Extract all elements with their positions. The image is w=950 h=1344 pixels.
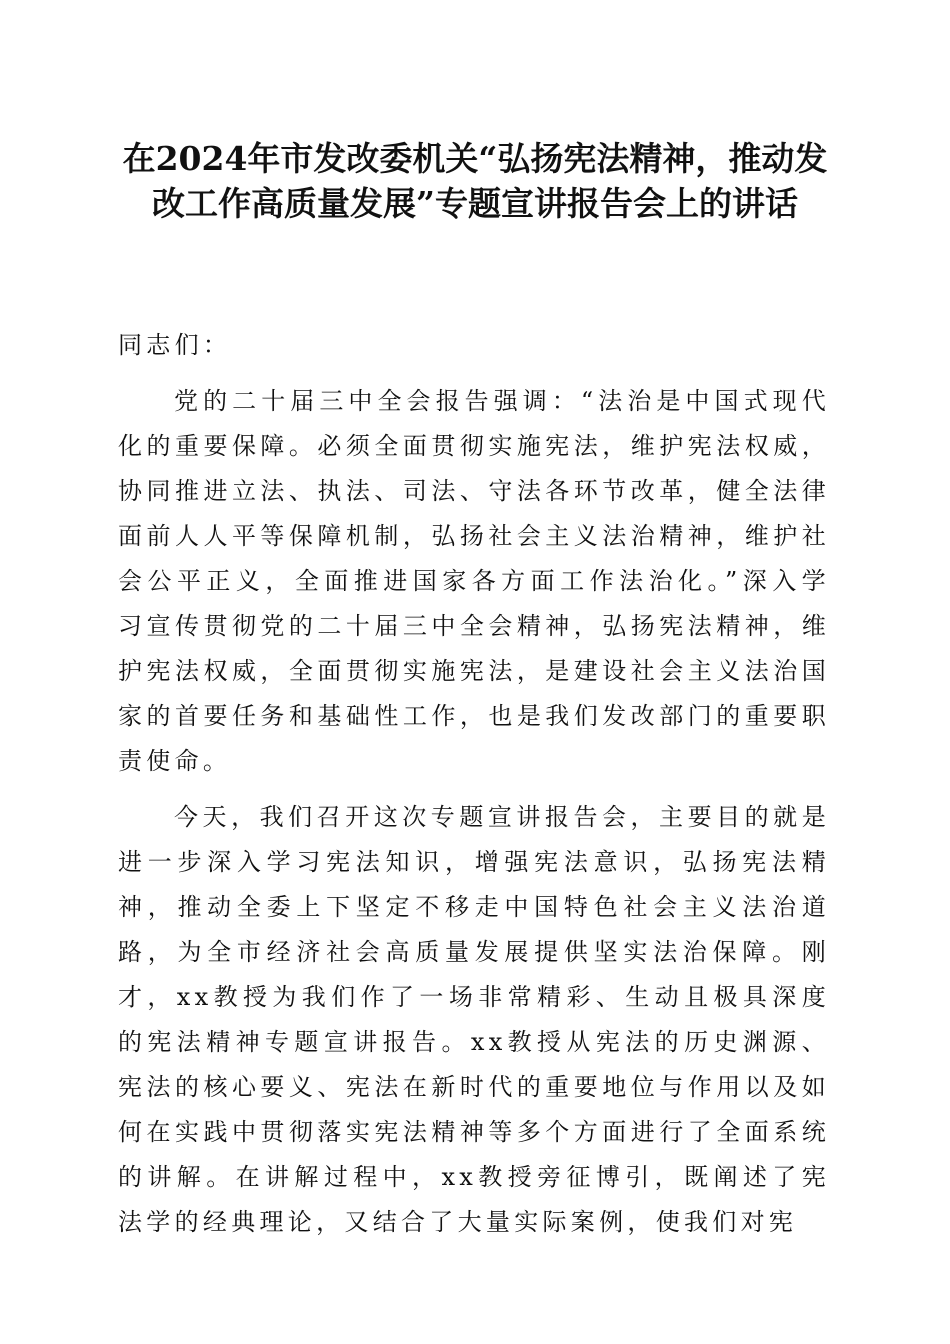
document-title: 在2024年市发改委机关“弘扬宪法精神，推动发改工作高质量发展”专题宣讲报告会上的讲话 <box>122 139 828 223</box>
body-paragraph: 党的二十届三中全会报告强调：“法治是中国式现代化的重要保障。必须全面贯彻实施宪法，维护宪法权威，协同推进立法、执法、司法、守法各环节改革，健全法律面前人人平等保障机制，弘扬社会主义法治精神，维护社会公平正义，全面推进国家各方面工作法治化。”深入学习宣传贯彻党的二十届三中全会精神，弘扬宪法精神，维护宪法权威，全面贯彻实施宪法，是建设社会主义法治国家的首要任务和基础性工作，也是我们发改部门的重要职责使命。 <box>118 387 830 775</box>
salutation: 同志们： <box>118 331 232 359</box>
document-body <box>118 323 830 1245</box>
body-paragraph: 今天，我们召开这次专题宣讲报告会，主要目的就是进一步深入学习宪法知识，增强宪法意识，弘扬宪法精神，推动全委上下坚定不移走中国特色社会主义法治道路，为全市经济社会高质量发展提供坚实法治保障。刚才，xx教授为我们作了一场非常精彩、生动且极具深度的宪法精神专题宣讲报告。xx教授从宪法的历史渊源、宪法的核心要义、宪法在新时代的重要地位与作用以及如何在实践中贯彻落实宪法精神等多个方面进行了全面系统的讲解。在讲解过程中，xx教授旁征博引，既阐述了宪法学的经典理论，又结合了大量实际案例，使我们对宪 <box>118 803 830 1236</box>
